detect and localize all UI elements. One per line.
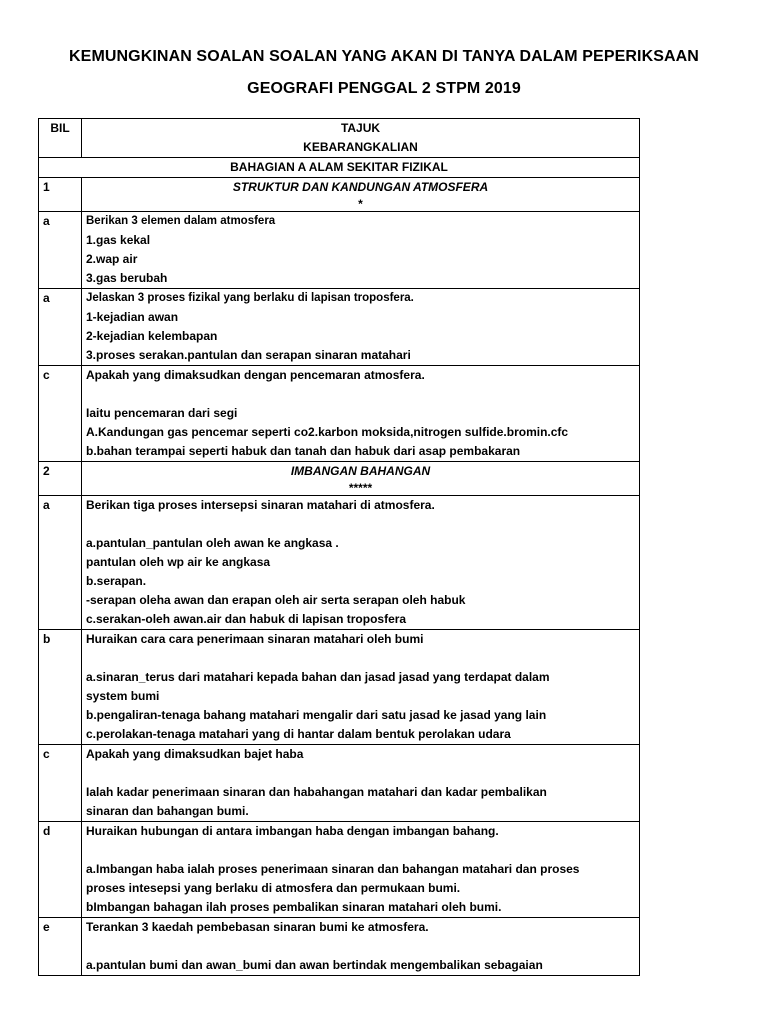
question-text: Huraikan hubungan di antara imbangan haba dengan imbangan bahang. — [86, 824, 499, 838]
question-label: c — [39, 745, 82, 822]
section-row-2 — [39, 462, 640, 496]
answer-line: proses intesepsi yang berlaku di atmosfera dan permukaan bumi. — [86, 881, 461, 895]
question-label: b — [39, 630, 82, 745]
answer-line: b.bahan terampai seperti habuk dan tanah dan habuk dari asap pembakaran — [86, 444, 521, 458]
question-label: a — [39, 212, 82, 289]
section-title-cell — [82, 178, 640, 212]
question-row — [39, 366, 640, 462]
document-title-line-1: KEMUNGKINAN SOALAN SOALAN YANG AKAN DI TANYA DALAM PEPERIKSAAN — [69, 48, 699, 65]
question-row — [39, 822, 640, 918]
bahagian-row — [39, 158, 640, 178]
section-title: IMBANGAN BAHANGAN — [290, 464, 431, 478]
answer-line: 2.wap air — [86, 252, 138, 266]
answer-line: c.serakan-oleh awan.air dan habuk di lapisan troposfera — [86, 612, 407, 626]
answer-line: A.Kandungan gas pencemar seperti co2.karbon moksida,nitrogen sulfide.bromin.cfc — [86, 425, 569, 439]
question-cell — [82, 630, 640, 745]
answer-line: 1-kejadian awan — [86, 310, 179, 324]
question-row — [39, 496, 640, 630]
answer-line: Iaitu pencemaran dari segi — [86, 406, 238, 420]
answer-line: 1.gas kekal — [86, 233, 151, 247]
bahagian-heading: BAHAGIAN A ALAM SEKITAR FIZIKAL — [39, 158, 640, 178]
answer-line: bImbangan bahagan ilah proses pembalikan sinaran matahari oleh bumi. — [86, 900, 502, 914]
section-number: 1 — [39, 178, 82, 212]
answer-line: a.pantulan bumi dan awan_bumi dan awan bertindak mengembalikan sebagaian — [86, 958, 543, 972]
header-tajuk-cell — [82, 119, 640, 158]
answer-line: 2-kejadian kelembapan — [86, 329, 218, 343]
question-text: Terankan 3 kaedah pembebasan sinaran bumi ke atmosfera. — [86, 920, 429, 934]
question-text: Apakah yang dimaksudkan dengan pencemaran atmosfera. — [86, 368, 425, 382]
question-cell — [82, 822, 640, 918]
question-row — [39, 630, 640, 745]
question-table — [38, 118, 640, 976]
header-kebarangkalian: KEBARANGKALIAN — [303, 140, 418, 154]
question-cell — [82, 745, 640, 822]
question-row — [39, 745, 640, 822]
spacer — [86, 515, 635, 534]
question-cell — [82, 918, 640, 976]
spacer — [86, 937, 635, 956]
section-title: STRUKTUR DAN KANDUNGAN ATMOSFERA — [232, 180, 489, 194]
answer-line: Ialah kadar penerimaan sinaran dan habahangan matahari dan kadar pembalikan — [86, 785, 547, 799]
spacer — [86, 385, 635, 404]
answer-line: 3.gas berubah — [86, 271, 168, 285]
question-row — [39, 918, 640, 976]
question-label: a — [39, 289, 82, 366]
question-text: Berikan 3 elemen dalam atmosfera — [86, 215, 276, 227]
question-label: a — [39, 496, 82, 630]
document-title-line-2: GEOGRAFI PENGGAL 2 STPM 2019 — [247, 80, 521, 97]
header-bil: BIL — [39, 119, 82, 158]
question-text: Jelaskan 3 proses fizikal yang berlaku di lapisan troposfera. — [86, 292, 414, 304]
section-number: 2 — [39, 462, 82, 496]
section-row-1 — [39, 178, 640, 212]
answer-line: system bumi — [86, 689, 160, 703]
question-row — [39, 289, 640, 366]
question-cell — [82, 366, 640, 462]
question-cell — [82, 212, 640, 289]
question-label: e — [39, 918, 82, 976]
question-text: Apakah yang dimaksudkan bajet haba — [86, 747, 304, 761]
question-cell — [82, 289, 640, 366]
section-title-cell — [82, 462, 640, 496]
answer-line: sinaran dan bahangan bumi. — [86, 804, 249, 818]
question-text: Berikan tiga proses intersepsi sinaran matahari di atmosfera. — [86, 498, 435, 512]
probability-stars: ***** — [348, 481, 373, 495]
header-tajuk: TAJUK — [340, 121, 381, 135]
spacer — [86, 764, 635, 783]
answer-line: a.Imbangan haba ialah proses penerimaan sinaran dan bahangan matahari dan proses — [86, 862, 580, 876]
answer-line: pantulan oleh wp air ke angkasa — [86, 555, 271, 569]
answer-line: 3.proses serakan.pantulan dan serapan sinaran matahari — [86, 348, 411, 362]
spacer — [86, 841, 635, 860]
question-row — [39, 212, 640, 289]
question-text: Huraikan cara cara penerimaan sinaran matahari oleh bumi — [86, 632, 424, 646]
question-label: c — [39, 366, 82, 462]
spacer — [86, 649, 635, 668]
answer-line: c.perolakan-tenaga matahari yang di hantar dalam bentuk perolakan udara — [86, 727, 511, 741]
answer-line: b.pengaliran-tenaga bahang matahari mengalir dari satu jasad ke jasad yang lain — [86, 708, 547, 722]
question-cell — [82, 496, 640, 630]
answer-line: a.pantulan_pantulan oleh awan ke angkasa . — [86, 536, 339, 550]
answer-line: a.sinaran_terus dari matahari kepada bahan dan jasad jasad yang terdapat dalam — [86, 670, 550, 684]
question-label: d — [39, 822, 82, 918]
probability-stars: * — [358, 197, 363, 211]
header-row — [39, 119, 640, 158]
answer-line: -serapan oleha awan dan erapan oleh air serta serapan oleh habuk — [86, 593, 466, 607]
answer-line: b.serapan. — [86, 574, 147, 588]
